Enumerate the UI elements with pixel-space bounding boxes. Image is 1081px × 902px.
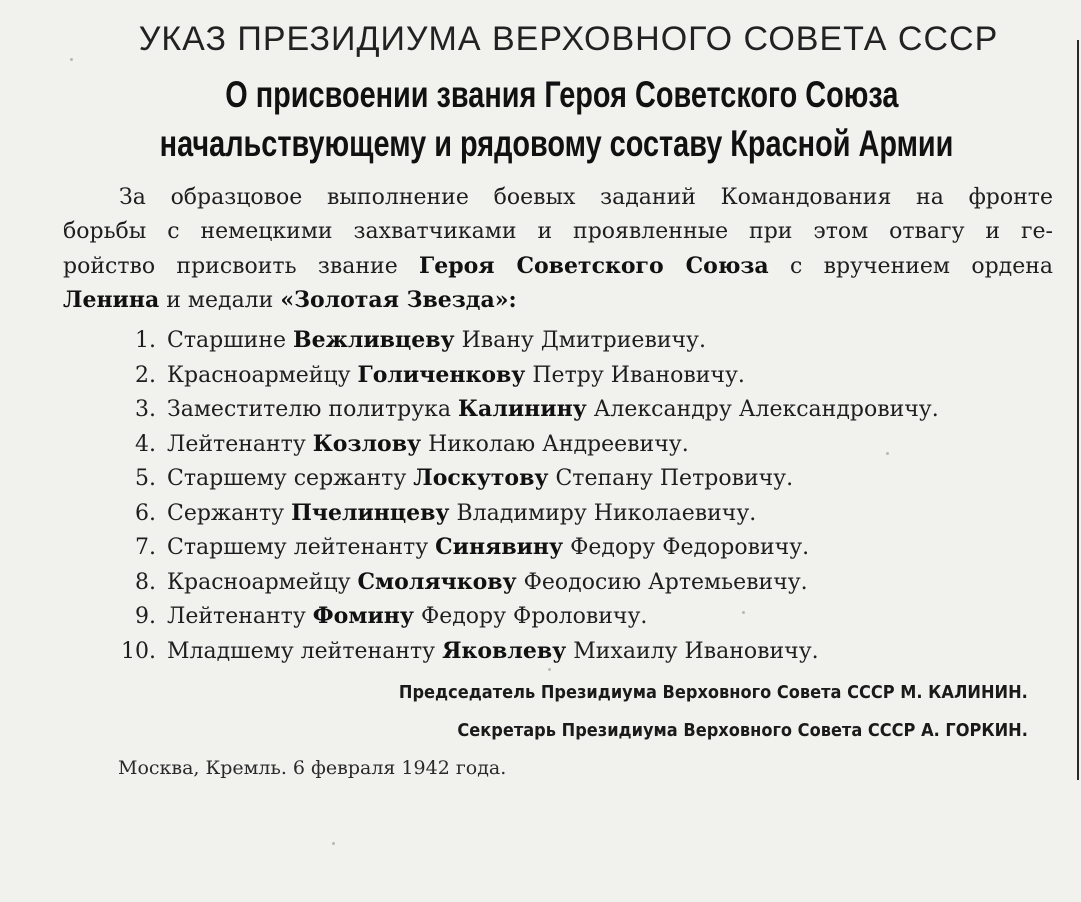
recipient-item [100,358,939,393]
recipient-rank: Заместителю политрука [167,397,452,422]
recipient-given-name: Федору Федоровичу. [570,535,810,560]
award-title: Героя Советского Союза [419,253,769,279]
recipient-number: 9. [135,604,156,629]
recipient-given-name: Владимиру Николаевичу. [456,500,757,526]
recipient-number: 4. [135,431,156,457]
recipient-number: 1. [135,328,156,353]
recipient-rank: Красноармейцу [167,569,351,595]
recipient-item [100,599,939,634]
decree-title-line-2: начальствующему и рядовому составу Красной Армии [159,123,954,164]
paper-speck [548,668,551,671]
recipient-rank: Старшине [167,328,287,353]
recipient-given-name: Николаю Андреевичу. [428,431,689,457]
recipient-number: 5. [135,466,156,491]
decree-preamble [63,181,1053,317]
recipient-surname: Синявину [435,534,564,560]
recipient-given-name: Александру Александровичу. [593,397,939,422]
paper-speck [332,842,335,845]
recipient-rank: Лейтенанту [167,604,306,629]
recipient-number: 2. [135,362,156,388]
preamble-text: ройство присвоить звание [63,254,398,279]
column-rule [1077,40,1079,780]
recipient-number: 10. [121,638,156,664]
decree-title-line-1: О присвоении звания Героя Советского Союза [225,74,899,115]
preamble-line-4 [63,283,1053,317]
order-name: Ленина [63,287,160,313]
preamble-line-2 [63,215,1053,249]
recipient-given-name: Михаилу Ивановичу. [573,638,819,664]
recipient-item [100,392,939,427]
recipient-rank: Лейтенанту [167,431,306,457]
recipient-item [100,565,939,600]
recipient-rank: Сержанту [167,500,285,526]
recipient-given-name: Федору Фроловичу. [420,604,648,629]
preamble-line-1 [63,181,1053,215]
recipient-surname: Козлову [312,430,422,457]
secretary-signature: Секретарь Президиума Верховного Совета СССР А. ГОРКИН. [457,720,1028,741]
recipient-surname: Пчелинцеву [291,499,450,526]
recipient-item [100,530,939,565]
preamble-text: и медали [166,288,274,313]
recipient-surname: Лоскутову [413,465,549,491]
place-and-date: Москва, Кремль. 6 февраля 1942 года. [118,757,507,779]
recipient-surname: Вежливцеву [293,327,455,353]
recipient-given-name: Степану Петровичу. [555,466,794,491]
recipient-surname: Голиченкову [357,361,526,388]
recipient-item [100,323,939,358]
recipient-surname: Фомину [312,603,414,629]
preamble-text: с вручением ордена [789,254,1053,279]
chairman-signature: Председатель Президиума Верховного Совета СССР М. КАЛИНИН. [399,682,1028,703]
recipient-number: 8. [135,569,156,595]
medal-name: «Золотая Звезда»: [280,287,517,313]
recipient-given-name: Петру Ивановичу. [532,362,745,388]
recipient-item [100,461,939,496]
preamble-text: борьбы с немецкими захватчиками и проявленные при этом отвагу и ге- [63,219,1053,244]
recipient-rank: Младшему лейтенанту [167,638,436,664]
recipient-rank: Красноармейцу [167,362,351,388]
recipient-surname: Смолячкову [357,568,517,595]
recipient-item [100,496,939,531]
recipient-given-name: Ивану Дмитриевичу. [461,328,706,353]
recipient-rank: Старшему сержанту [167,466,407,491]
recipient-number: 3. [135,397,156,422]
recipient-surname: Яковлеву [442,637,567,664]
recipient-rank: Старшему лейтенанту [167,535,429,560]
recipient-item [100,634,939,669]
preamble-line-3 [63,249,1053,283]
preamble-text: За образцовое выполнение боевых заданий Командования на фронте [119,185,1053,210]
recipient-number: 7. [135,535,156,560]
recipient-surname: Калинину [458,396,587,422]
recipient-number: 6. [135,500,156,526]
decree-heading: УКАЗ ПРЕЗИДИУМА ВЕРХОВНОГО СОВЕТА СССР [138,20,999,58]
recipient-item [100,427,939,462]
recipient-given-name: Феодосию Артемьевичу. [523,569,808,595]
recipient-list [100,323,939,668]
